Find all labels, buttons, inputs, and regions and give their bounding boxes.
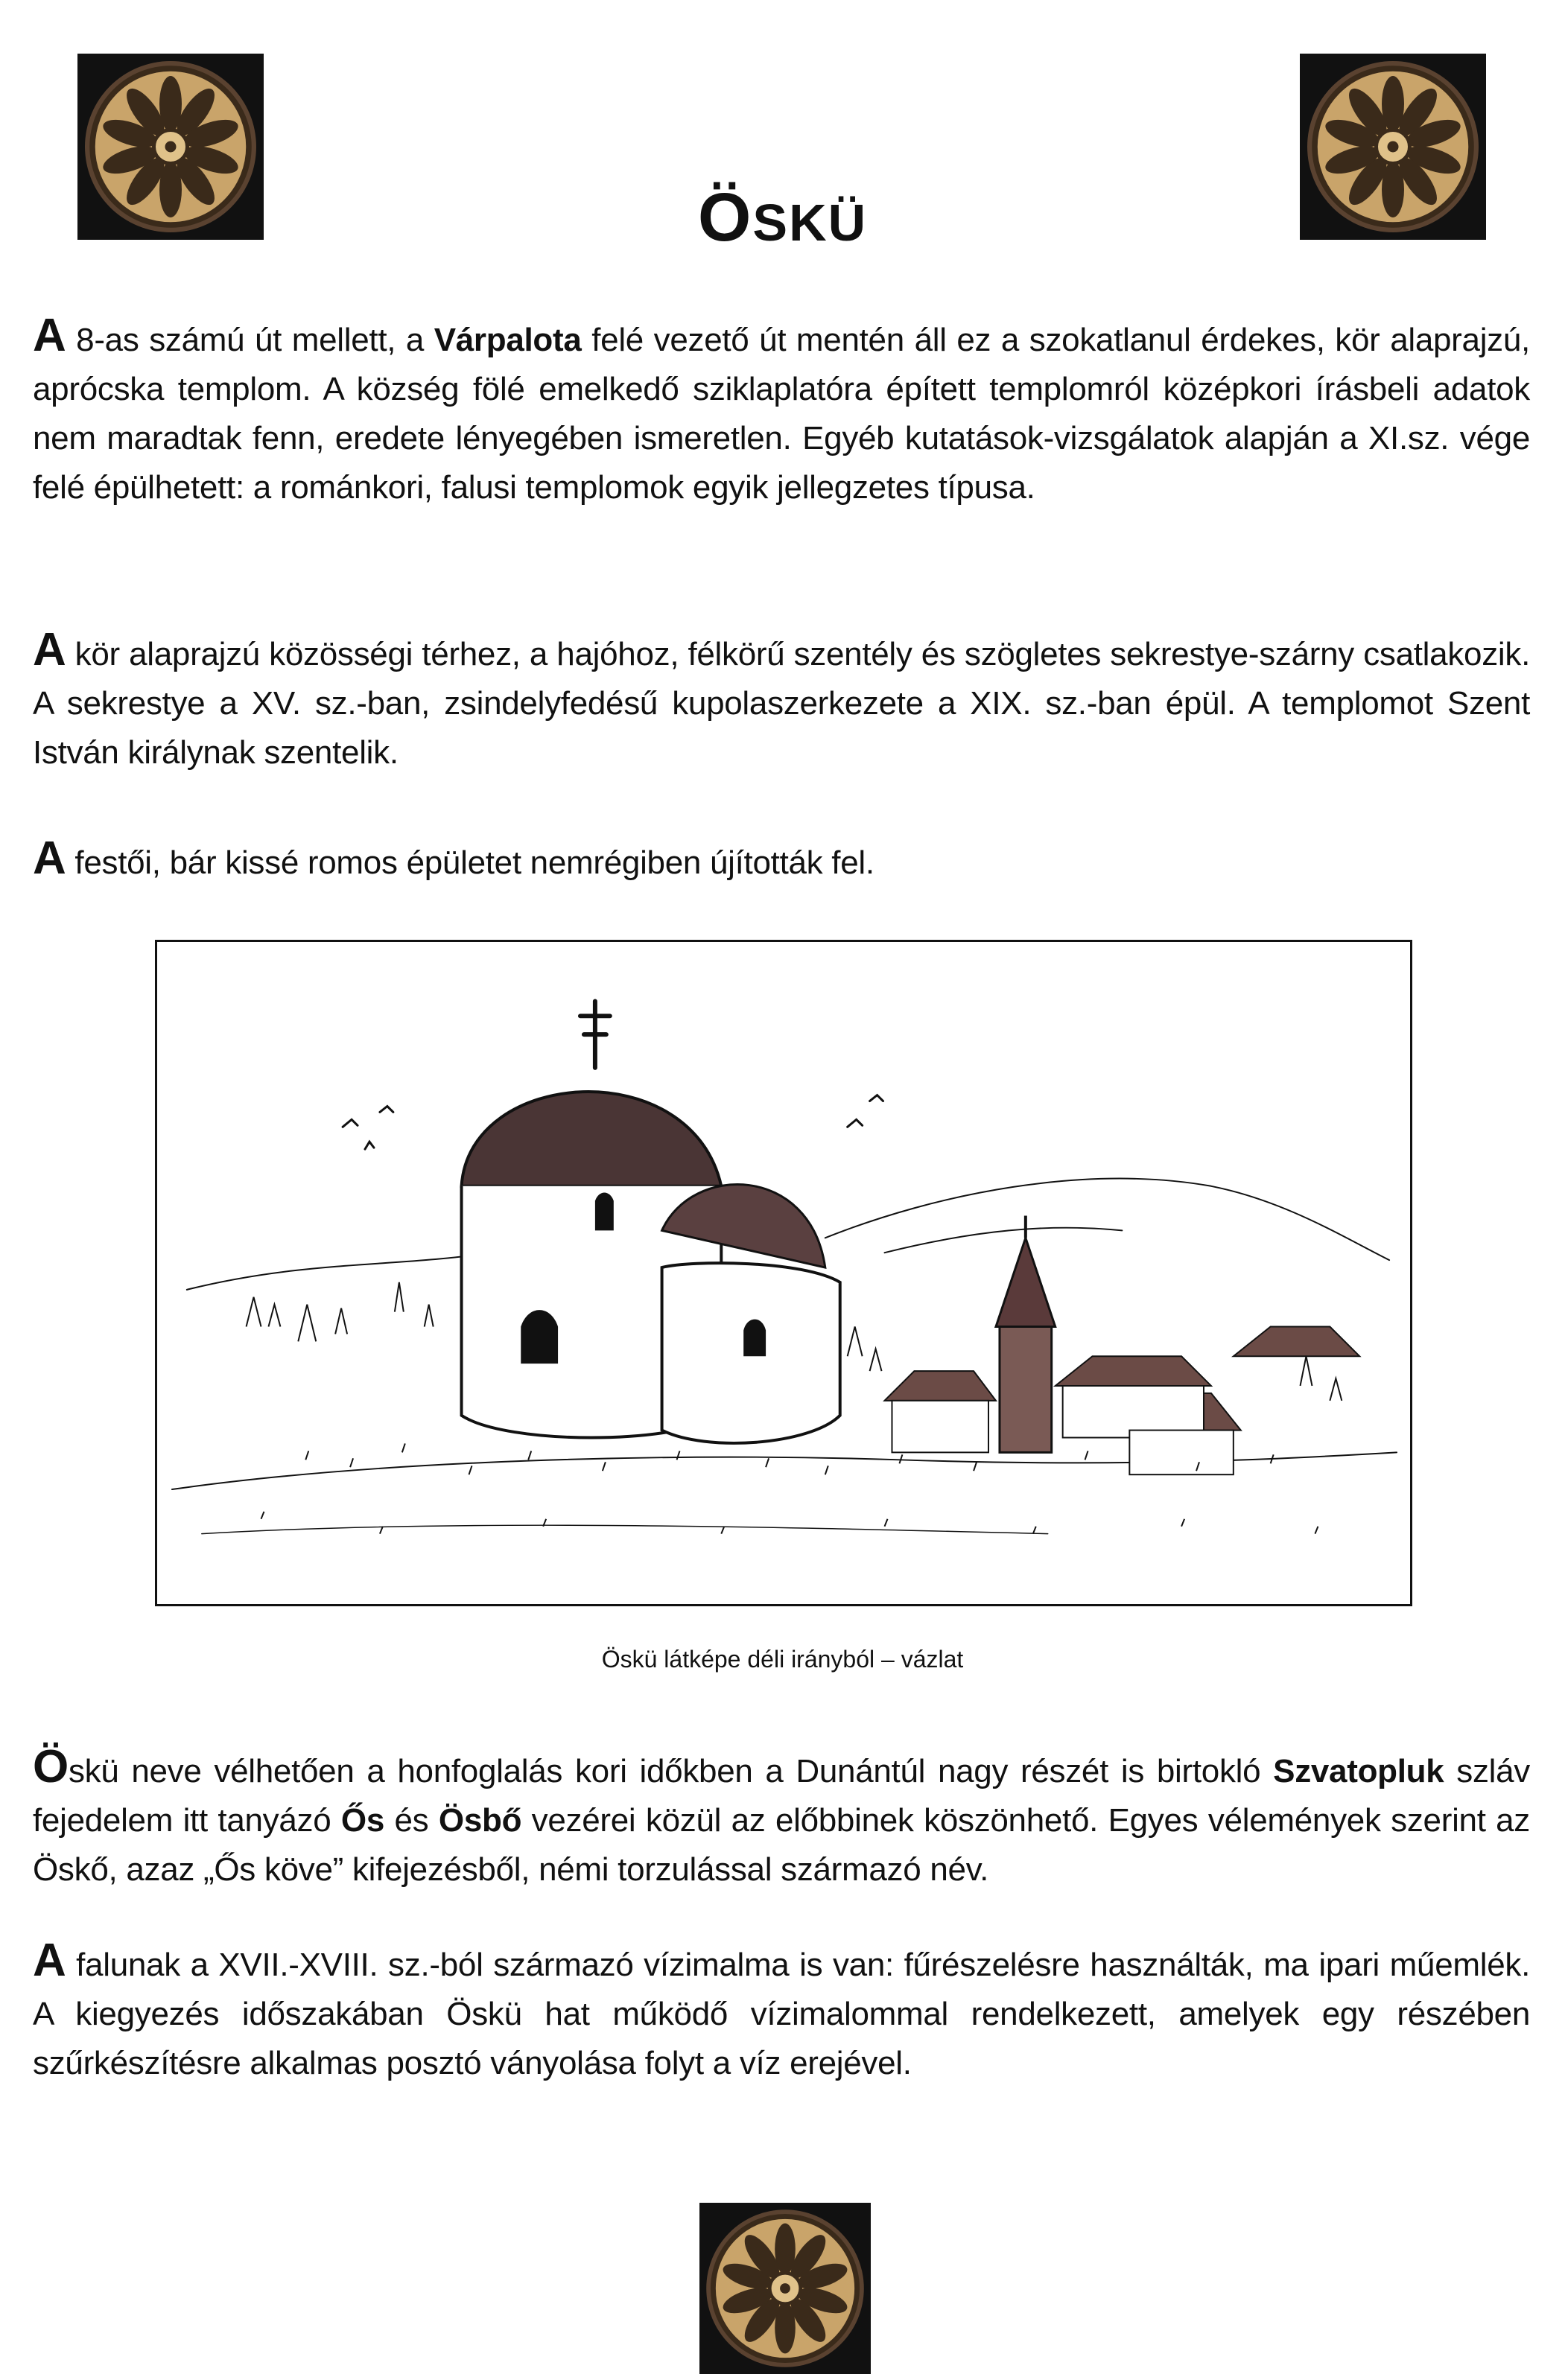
title-first-letter: Ö <box>697 179 753 255</box>
text-run: skü neve vélhetően a honfoglalás kori időkben a Dunántúl nagy részét is birtokló <box>68 1753 1274 1789</box>
page-title <box>0 179 1565 257</box>
bold-term: Ős <box>340 1802 385 1839</box>
paragraph-structure <box>33 626 1530 777</box>
dropcap: A <box>33 833 66 884</box>
text-run: 8-as számú út mellett, a <box>66 322 434 358</box>
text-run: szláv fejedelem itt tanyázó <box>33 1753 1531 1839</box>
dropcap: A <box>33 1935 66 1986</box>
text-run: és <box>384 1802 439 1839</box>
bold-term: Ösbő <box>438 1802 522 1839</box>
text-run: falunak a XVII.-XVIII. sz.-ból származó vízimalma is van: fűrészelésre használták, ma ipari műemlék. A kiegyezés időszakában Öskü hat működő vízimalommal rendelkezett, amelyek egy részében szűrkészítésre alkalmas posztó ványolása folyt a víz erejével. <box>33 1947 1530 2081</box>
paragraph-renovation <box>33 834 1530 888</box>
text-run: vezérei közül az előbbinek köszönhető. Egyes vélemények szerint az Öskő, azaz „Ős köve” kifejezésből, némi torzulással származó név. <box>33 1802 1531 1888</box>
figure-caption: Öskü látképe déli irányból – vázlat <box>601 1646 964 1673</box>
text-run: felé vezető út mentén áll ez a szokatlanul érdekes, kör alaprajzú, aprócska templom. A község fölé emelkedő sziklaplatóra épített templomról középkori írásbeli adatok nem maradtak fenn, eredete lényegében ismeretlen. Egyéb kutatások-vizsgálatok alapján a XI.sz. vége felé épülhetett: a románkori, falusi templomok egyik jellegzetes típusa. <box>33 322 1530 506</box>
paragraph-intro <box>33 311 1530 512</box>
title-rest: SKÜ <box>752 194 868 252</box>
rose-window-icon <box>699 2203 871 2374</box>
bold-term: Szvatopluk <box>1273 1753 1444 1789</box>
dropcap: Ö <box>33 1741 69 1792</box>
paragraph-name-origin <box>33 1743 1530 1894</box>
text-run: festői, bár kissé romos épületet nemrégiben újították fel. <box>66 844 874 881</box>
bold-term: Várpalota <box>434 322 582 358</box>
church-sketch-drawing <box>157 942 1410 1604</box>
dropcap: A <box>33 624 66 675</box>
paragraph-watermill <box>33 1936 1530 2088</box>
dropcap: A <box>33 310 66 361</box>
text-run: kör alaprajzú közösségi térhez, a hajóhoz, félkörű szentély és szögletes sekrestye-szárny csatlakozik. A sekrestye a XV. sz.-ban, zsindelyfedésű kupolaszerkezete a XIX. sz.-ban épül. A templomot Szent István királynak szentelik. <box>33 636 1530 771</box>
church-sketch-illustration <box>155 940 1412 1606</box>
rose-window-ornament-bottom <box>699 2203 871 2374</box>
